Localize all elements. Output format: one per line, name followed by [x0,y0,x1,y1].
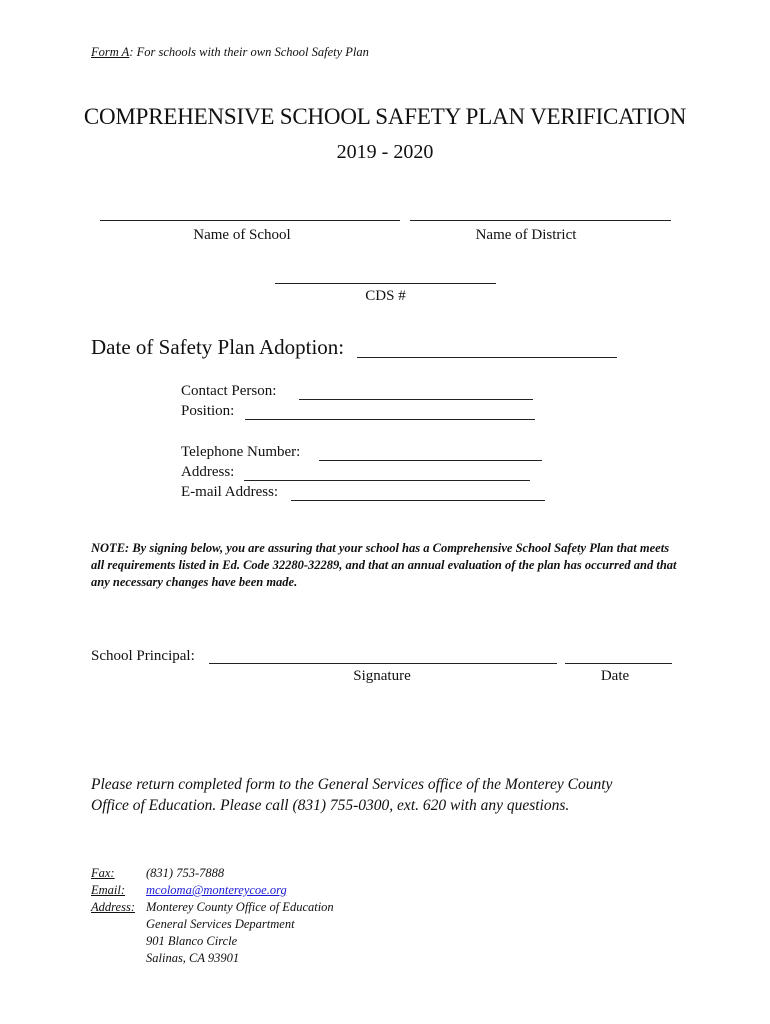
fax-number: (831) 753-7888 [146,866,225,880]
telephone-line[interactable] [319,460,542,461]
address-line[interactable] [244,480,530,481]
district-name-line[interactable] [410,220,671,221]
school-year: 2019 - 2020 [336,141,434,163]
fax-label [91,866,115,881]
cds-line[interactable] [275,283,496,284]
school-name-line[interactable] [100,220,400,221]
address-label: Address: [181,464,235,480]
contact-person-line[interactable] [299,399,533,400]
email-contact-label [91,883,125,898]
assurance-note: NOTE: By signing below, you are assuring that your school has a Comprehensive School Safety Plan that meets all requirements listed in Ed. Code 32280-32289, and that an annual evaluation of the plan has occurred and that any necessary changes have been made. [91,541,677,589]
email-contact-label-text: Email: [91,883,126,897]
position-line[interactable] [245,419,535,420]
address-contact-label-text: Address: [91,900,135,914]
page-title: COMPREHENSIVE SCHOOL SAFETY PLAN VERIFICATION [83,104,687,129]
date-line[interactable] [565,663,672,664]
contact-person-label: Contact Person: [181,383,277,399]
form-label [91,45,369,60]
address-line-2: General Services Department [146,917,295,931]
email-line[interactable] [291,500,545,501]
address-line-4: Salinas, CA 93901 [146,951,240,965]
signature-label: Signature [353,668,411,684]
adoption-date-line[interactable] [357,357,617,358]
telephone-label: Telephone Number: [181,444,301,460]
form-label-prefix: Form A [91,45,130,59]
position-label: Position: [181,403,235,419]
signature-line[interactable] [209,663,557,664]
date-label: Date [600,668,630,684]
fax-label-text: Fax: [91,866,115,880]
email-label: E-mail Address: [181,484,279,500]
address-contact-label [91,900,135,915]
school-name-label: Name of School [193,227,291,243]
principal-label: School Principal: [91,648,195,664]
return-instructions: Please return completed form to the General Services office of the Monterey County Office of Education. Please call (831) 755-0300, ext. 620 with any questions. [91,776,613,814]
email-link[interactable]: mcoloma@montereycoe.org [146,883,287,897]
address-line-1: Monterey County Office of Education [146,900,334,914]
adoption-date-label: Date of Safety Plan Adoption: [91,335,345,359]
district-name-label: Name of District [475,227,577,243]
form-label-text: : For schools with their own School Safety Plan [129,45,369,59]
address-line-3: 901 Blanco Circle [146,934,238,948]
cds-label: CDS # [365,288,406,304]
